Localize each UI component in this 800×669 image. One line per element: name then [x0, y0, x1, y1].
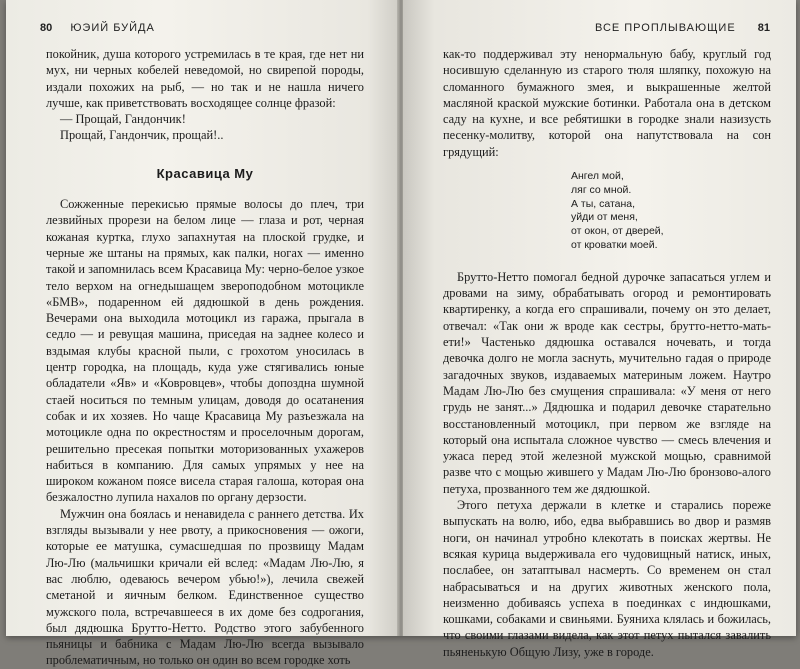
dialogue-line: Прощай, Гандончик, прощай!.. — [60, 128, 224, 143]
poem-line: от кроватки моей. — [571, 239, 658, 252]
left-page — [6, 0, 399, 668]
text-paragraph: Брутто-Нетто помогал бедной дурочке запасаться углем и дровами на зиму, обрабатывать огород и ремонтировать квартиренку, а когда его спрашивали, почему он это делает, отвечал: «Так они ж вроде как сестры, брутто-нетто-мать-ети!» Частенько дядюшка оставался ночевать, и тогда девочка долго не могла заснуть, мучительно гадая о природе загадочных звуков, издаваемых материным ложем. Наутро Мадам Лю-Лю без смущения спрашивала: «У меня от него грудь не занят...» Дядюшка и подарил девочке старательно восстановленный мотоцикл, при первом же взгляде на который она испытала сложное чувство — смесь влечения и ужаса перед этой железной мужской мощью, сравнимой разве что с мощью жившего у Мадам Лю-Лю бронзово-алого петуха, прозванного тем же дядюшкой. — [443, 269, 771, 496]
dialogue-line: — Прощай, Гандончик! — [60, 112, 186, 127]
text-paragraph: Сожженные перекисью прямые волосы до плеч, три лезвийных прорези на белом лице — глаза и рот, черная кожаная куртка, глухо запахнутая на плоской грудке, и черные же штаны на прямых, как палки, ногах — именно такой и запомнилась всем Красавица Му: черно-белое узкое тело верхом на огнедышащем звероподобном мотоцикле «БМВ», подаренном ей дядюшкой в день рождения. Вечерами она выходила мотоцикл из гаража, прыгала в седло — и ревущая машина, приседая на заднее колесо и вздымая клубы красной пыли, с грохотом уносилась в центр городка, на площадь, куда уже стягивались юные обладатели «Яв» и «Ковровцев», чтобы допоздна шумной стаей носиться по темным улицам, доводя до осатанения собак и их хозяев. Но чаще Красавица Му разъезжала на мотоцикле одна по окрестностям и проселочным дорогам, решительно пресекая попытки моторизованных ухажеров набиться в компанию. Для самых упрямых у нее на широком кожаном поясе висела старая галоша, которая она безжалостно лупила нахалов по органу дерзости. — [46, 197, 364, 505]
page-number-right: 81 — [757, 22, 770, 34]
poem-line: Ангел мой, — [571, 170, 624, 183]
left-page-text — [46, 46, 364, 669]
left-running-head — [40, 22, 155, 34]
text-paragraph: покойник, душа которого устремилась в те края, где нет ни мух, ни черных кобелей неведомой, но свирепой породы, издали похожих на рыб, — но так и не нашла ничего лучше, как приветствовать восходящее солнце фразой: — [46, 47, 364, 110]
book-spread — [6, 0, 796, 668]
poem-line: уйди от меня, — [571, 211, 638, 224]
text-paragraph: как-то поддерживал эту ненормальную бабу, круглый год носившую сделанную из старого тюля шляпку, похожую на сломанного бумажного змея, и выкрашенные желтой масляной краской мужские ботинки. Работала она в детском саду на кухне, и все ребятишки в городке знали назизусть песенку-молитву, которой она напутствовала на сон грядущий: — [443, 47, 771, 159]
book-title: ВСЕ ПРОПЛЫВАЮЩИЕ — [594, 22, 736, 34]
poem-line: ляг со мной. — [571, 183, 632, 196]
right-page — [403, 0, 796, 659]
right-page-text — [443, 46, 771, 660]
poem — [571, 170, 771, 253]
poem-line: А ты, сатана, — [571, 197, 636, 210]
text-paragraph: Мужчин она боялась и ненавидела с раннего детства. Их взгляды вызывали у нее рвоту, а прикосновения — ожоги, которые ее матушка, сумасшедшая по прозвищу Мадам Лю-Лю (мальчишки кричали ей вслед: «Мадам Лю-Лю, я вас люблю, одеваюсь вечером убью!»), лечила свежей сметаной и яичным белком. Единственное существо мужского пола, встречавшееся в их доме без содрогания, был дядюшка Брутто-Нетто. Родство этого забубенного пьяницы и бабника с Мадам Лю-Лю всегда вызывало проблематичным, но только он один во всем городке хоть — [46, 506, 364, 668]
right-running-head — [595, 22, 770, 34]
poem-line: от окон, от дверей, — [571, 225, 664, 238]
chapter-title: Красавица Му — [156, 165, 254, 181]
text-paragraph: Этого петуха держали в клетке и старались пореже выпускать на волю, ибо, едва выбравшись во двор и размяв ноги, он начинал утробно клекотать в поисках жертвы. Не всякая курица выдерживала его чудовищный натиск, иных, послабее, он затаптывал насмерть. Со временем он стал набрасываться и на других животных женского пола, неизменно добиваясь успеха в поединках с индюшками, кошками, собаками и свиньями. Буяниха клялась и божилась, что своими глазами видела, как этот петух пытался завалить пьяненькую Общую Лизу, уже в городе. — [443, 498, 771, 659]
page-number-left: 80 — [40, 22, 53, 34]
author-name: ЮЭИЙ БУЙДА — [70, 22, 155, 34]
